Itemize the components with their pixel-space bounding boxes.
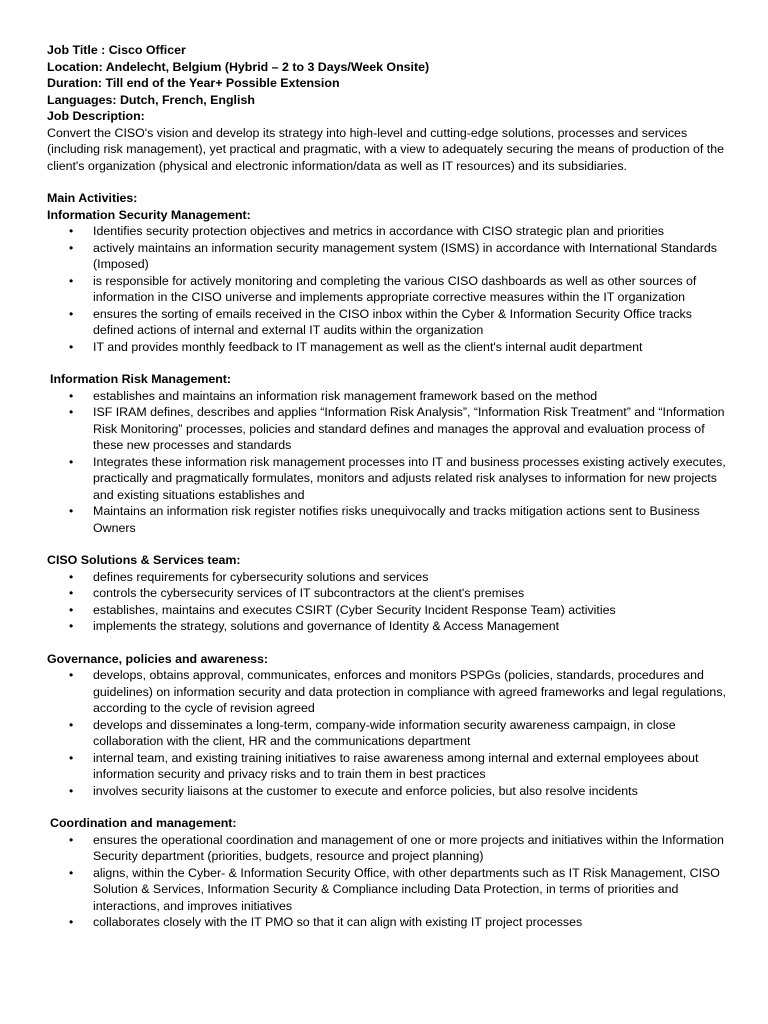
list-item [47, 306, 728, 339]
bullet-list [47, 569, 728, 635]
section-information-security-management [47, 207, 728, 356]
bullet-icon: • [69, 240, 74, 255]
section-title: Information Risk Management: [50, 372, 232, 386]
list-item [47, 273, 728, 306]
list-item [47, 223, 728, 240]
bullet-icon: • [69, 224, 74, 238]
list-item [47, 388, 728, 405]
bullet-icon: • [69, 832, 74, 847]
list-item [47, 667, 728, 717]
list-item-text: collaborates closely with the IT PMO so that it can align with existing IT project processes [93, 915, 583, 929]
list-item-text: implements the strategy, solutions and governance of Identity & Access Management [93, 619, 560, 633]
list-item [47, 503, 728, 536]
list-item [47, 717, 728, 750]
list-item [47, 454, 728, 504]
list-item [47, 783, 728, 800]
bullet-icon: • [69, 454, 74, 469]
list-item-text: actively maintains an information security management system (ISMS) in accordance with International Standards (Imposed) [93, 240, 717, 271]
bullet-icon: • [69, 569, 74, 584]
bullet-list [47, 667, 728, 799]
bullet-icon: • [69, 388, 74, 403]
list-item-text: IT and provides monthly feedback to IT management as well as the client's internal audit department [93, 339, 643, 354]
section-title: Coordination and management: [50, 816, 237, 830]
bullet-icon: • [69, 586, 74, 600]
list-item [47, 865, 728, 915]
section-governance-policies-awareness [47, 651, 728, 800]
list-item [47, 750, 728, 783]
bullet-icon: • [69, 717, 74, 732]
bullet-icon: • [69, 602, 74, 617]
bullet-icon: • [69, 619, 74, 633]
list-item-text: involves security liaisons at the customer to execute and enforce policies, but also resolve incidents [93, 783, 638, 798]
bullet-icon: • [69, 750, 74, 765]
job-location: Location: Andelecht, Belgium (Hybrid – 2 to 3 Days/Week Onsite) [47, 59, 430, 74]
bullet-list [47, 388, 728, 537]
list-item-text: Identifies security protection objectives and metrics in accordance with CISO strategic plan and priorities [93, 224, 664, 238]
section-title: Governance, policies and awareness: [47, 651, 269, 666]
bullet-list [47, 223, 728, 355]
section-ciso-solutions-services [47, 552, 728, 635]
list-item-text: aligns, within the Cyber- & Information Security Office, with other departments such as IT Risk Management, CISO Solution & Services, Information Security & Compliance including Data Protection, in terms of priorities and interactions, and improves initiatives [93, 865, 720, 913]
list-item-text: develops, obtains approval, communicates, enforces and monitors PSPGs (policies, standards, procedures and guidelines) on information security and data protection in compliance with agreed frameworks and legal regulations, according to the cycle of revision agreed [93, 668, 726, 715]
list-item-text: develops and disseminates a long-term, company-wide information security awareness campaign, in close collaboration with the client, HR and the communications department [93, 717, 676, 748]
list-item-text: Maintains an information risk register notifies risks unequivocally and tracks mitigation actions sent to Business Owners [93, 504, 700, 535]
bullet-icon: • [69, 306, 74, 321]
job-title: Job Title : Cisco Officer [47, 43, 186, 57]
bullet-icon: • [69, 339, 74, 354]
list-item [47, 602, 728, 619]
job-header [47, 42, 728, 125]
main-activities [47, 190, 728, 355]
list-item [47, 569, 728, 586]
list-item [47, 339, 728, 356]
section-coordination-management [47, 815, 728, 931]
job-languages: Languages: Dutch, French, English [47, 92, 255, 107]
section-information-risk-management [47, 371, 728, 536]
bullet-icon: • [69, 668, 74, 682]
section-title: Information Security Management: [47, 207, 251, 222]
list-item [47, 914, 728, 931]
list-item-text: ensures the operational coordination and management of one or more projects and initiatives within the Information Security department (priorities, budgets, resource and project planning) [93, 832, 724, 863]
bullet-icon: • [69, 405, 74, 419]
list-item-text: controls the cybersecurity services of IT subcontractors at the client's premises [93, 586, 525, 600]
bullet-icon: • [69, 915, 74, 929]
bullet-list [47, 832, 728, 931]
list-item [47, 585, 728, 602]
job-description-label: Job Description: [47, 109, 145, 123]
bullet-icon: • [69, 865, 74, 880]
list-item-text: Integrates these information risk management processes into IT and business processes existing actively executes, practically and pragmatically formulates, monitors and adjusts related risk analyses to information for new projects and existing situations establishes and [93, 454, 726, 502]
job-description-text: Convert the CISO's vision and develop its strategy into high-level and cutting-edge solutions, processes and services (including risk management), yet practical and pragmatic, with a view to adequately securing the means of production of the client's organization (physical and electronic information/data as well as IT resources) and its subsidiaries. [47, 125, 725, 173]
list-item [47, 832, 728, 865]
main-activities-label: Main Activities: [47, 191, 138, 205]
bullet-icon: • [69, 783, 74, 798]
list-item-text: is responsible for actively monitoring and completing the various CISO dashboards as well as other sources of information in the CISO universe and implements appropriate corrective measures within the IT organization [93, 273, 697, 304]
list-item-text: establishes and maintains an information risk management framework based on the method [93, 388, 598, 403]
list-item [47, 240, 728, 273]
list-item-text: ensures the sorting of emails received in the CISO inbox within the Cyber & Information Security Office tracks defined actions of internal and external IT audits within the organization [93, 306, 692, 337]
job-duration: Duration: Till end of the Year+ Possible Extension [47, 76, 340, 90]
bullet-icon: • [69, 273, 74, 288]
list-item-text: establishes, maintains and executes CSIRT (Cyber Security Incident Response Team) activities [93, 602, 616, 617]
list-item-text: internal team, and existing training initiatives to raise awareness among internal and external employees about information security and privacy risks and to train them in best practices [93, 750, 699, 781]
list-item-text: defines requirements for cybersecurity solutions and services [93, 569, 429, 584]
section-title: CISO Solutions & Services team: [47, 553, 241, 567]
list-item [47, 404, 728, 454]
list-item [47, 618, 728, 635]
bullet-icon: • [69, 504, 74, 518]
list-item-text: ISF IRAM defines, describes and applies “Information Risk Analysis”, “Information Risk Treatment” and “Information Risk Monitoring” processes, policies and standard defines and manages the approval and evaluation process of these new processes and standards [93, 405, 725, 452]
